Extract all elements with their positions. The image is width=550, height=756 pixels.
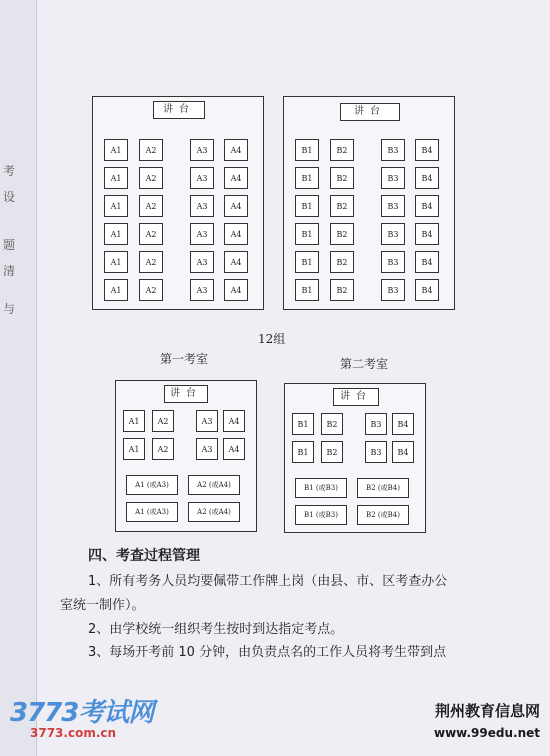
seat: B3 bbox=[365, 441, 387, 463]
seat: A1 bbox=[104, 167, 128, 189]
seat: A4 bbox=[224, 223, 248, 245]
double-seat: A2 (或A4) bbox=[188, 502, 240, 522]
seat: A4 bbox=[224, 167, 248, 189]
seat: A1 bbox=[123, 438, 145, 460]
seat: A2 bbox=[139, 279, 163, 301]
seat: B2 bbox=[321, 441, 343, 463]
seat: B1 bbox=[292, 413, 314, 435]
exam-room-a-mixed bbox=[115, 380, 257, 532]
seat: B1 bbox=[295, 139, 319, 161]
seat: A3 bbox=[190, 139, 214, 161]
paragraph-line-3: 2、由学校统一组织考生按时到达指定考点。 bbox=[88, 622, 344, 637]
seat: A3 bbox=[190, 195, 214, 217]
seat: B3 bbox=[381, 251, 405, 273]
seat: A1 bbox=[104, 223, 128, 245]
seat: B4 bbox=[415, 167, 439, 189]
paragraph-line-1: 1、所有考务人员均要佩带工作牌上岗（由县、市、区考查办公 bbox=[88, 574, 448, 589]
seat: A2 bbox=[139, 139, 163, 161]
seat: B4 bbox=[415, 279, 439, 301]
seat: A3 bbox=[196, 438, 218, 460]
seat: B3 bbox=[381, 279, 405, 301]
seat: B4 bbox=[415, 195, 439, 217]
seat: B3 bbox=[365, 413, 387, 435]
seat: B2 bbox=[321, 413, 343, 435]
seat: B2 bbox=[330, 279, 354, 301]
seat: B3 bbox=[381, 223, 405, 245]
seat: A4 bbox=[224, 251, 248, 273]
seat: B2 bbox=[330, 139, 354, 161]
seat: B4 bbox=[415, 251, 439, 273]
seat: B2 bbox=[330, 167, 354, 189]
section-heading: 四、考查过程管理 bbox=[88, 548, 200, 564]
seat: B4 bbox=[392, 441, 414, 463]
seat: B2 bbox=[330, 195, 354, 217]
seat: B3 bbox=[381, 195, 405, 217]
seat: B1 bbox=[295, 251, 319, 273]
podium: 讲台 bbox=[164, 385, 208, 403]
group-label: 12组 bbox=[258, 332, 286, 346]
seat: B4 bbox=[392, 413, 414, 435]
seat: B4 bbox=[415, 223, 439, 245]
podium: 讲台 bbox=[340, 103, 400, 121]
watermark-url-right: www.99edu.net bbox=[434, 726, 540, 740]
seat: A1 bbox=[104, 251, 128, 273]
seat: A3 bbox=[190, 279, 214, 301]
double-seat: B2 (或B4) bbox=[357, 505, 409, 525]
seat: A4 bbox=[223, 438, 245, 460]
watermark-url-left: 3773.com.cn bbox=[30, 726, 117, 740]
seat: A1 bbox=[104, 279, 128, 301]
seat: A1 bbox=[104, 139, 128, 161]
seat: A4 bbox=[223, 410, 245, 432]
seat: A3 bbox=[196, 410, 218, 432]
seat: A3 bbox=[190, 167, 214, 189]
seat: B1 bbox=[292, 441, 314, 463]
exam-room-b-12 bbox=[283, 96, 455, 310]
margin-note-char: 清 bbox=[3, 264, 16, 278]
double-seat: A2 (或A4) bbox=[188, 475, 240, 495]
seat: A3 bbox=[190, 251, 214, 273]
podium: 讲台 bbox=[333, 388, 379, 406]
page-binding-margin bbox=[0, 0, 37, 756]
seat: A2 bbox=[152, 438, 174, 460]
seat: B3 bbox=[381, 139, 405, 161]
seat: A2 bbox=[139, 251, 163, 273]
room-caption-first: 第一考室 bbox=[160, 352, 209, 366]
seat: B1 bbox=[295, 167, 319, 189]
margin-note-char: 题 bbox=[3, 238, 16, 252]
seat: A2 bbox=[152, 410, 174, 432]
watermark-right: 荆州教育信息网 bbox=[434, 702, 540, 720]
seat: A2 bbox=[139, 195, 163, 217]
podium: 讲台 bbox=[153, 101, 205, 119]
seat: A1 bbox=[104, 195, 128, 217]
seat: B1 bbox=[295, 223, 319, 245]
room-caption-second: 第二考室 bbox=[340, 357, 389, 371]
double-seat: A1 (或A3) bbox=[126, 475, 178, 495]
double-seat: B1 (或B3) bbox=[295, 478, 347, 498]
seat: A4 bbox=[224, 195, 248, 217]
margin-note-char: 考 bbox=[3, 164, 16, 178]
seat: B2 bbox=[330, 223, 354, 245]
seat: A1 bbox=[123, 410, 145, 432]
watermark-logo-left: 3773考试网 bbox=[10, 698, 154, 728]
margin-note-char: 与 bbox=[3, 302, 16, 316]
double-seat: A1 (或A3) bbox=[126, 502, 178, 522]
double-seat: B1 (或B3) bbox=[295, 505, 347, 525]
seat: B1 bbox=[295, 195, 319, 217]
seat: B4 bbox=[415, 139, 439, 161]
seat: B2 bbox=[330, 251, 354, 273]
exam-room-a-12 bbox=[92, 96, 264, 310]
seat: B3 bbox=[381, 167, 405, 189]
seat: A4 bbox=[224, 279, 248, 301]
seat: A3 bbox=[190, 223, 214, 245]
seat: A2 bbox=[139, 167, 163, 189]
exam-room-b-mixed bbox=[284, 383, 426, 533]
double-seat: B2 (或B4) bbox=[357, 478, 409, 498]
seat: B1 bbox=[295, 279, 319, 301]
margin-note-char: 设 bbox=[3, 190, 16, 204]
seat: A2 bbox=[139, 223, 163, 245]
paragraph-line-2: 室统一制作）。 bbox=[60, 598, 145, 613]
seat: A4 bbox=[224, 139, 248, 161]
paragraph-line-4: 3、每场开考前 10 分钟，由负责点名的工作人员将考生带到点 bbox=[88, 645, 447, 660]
